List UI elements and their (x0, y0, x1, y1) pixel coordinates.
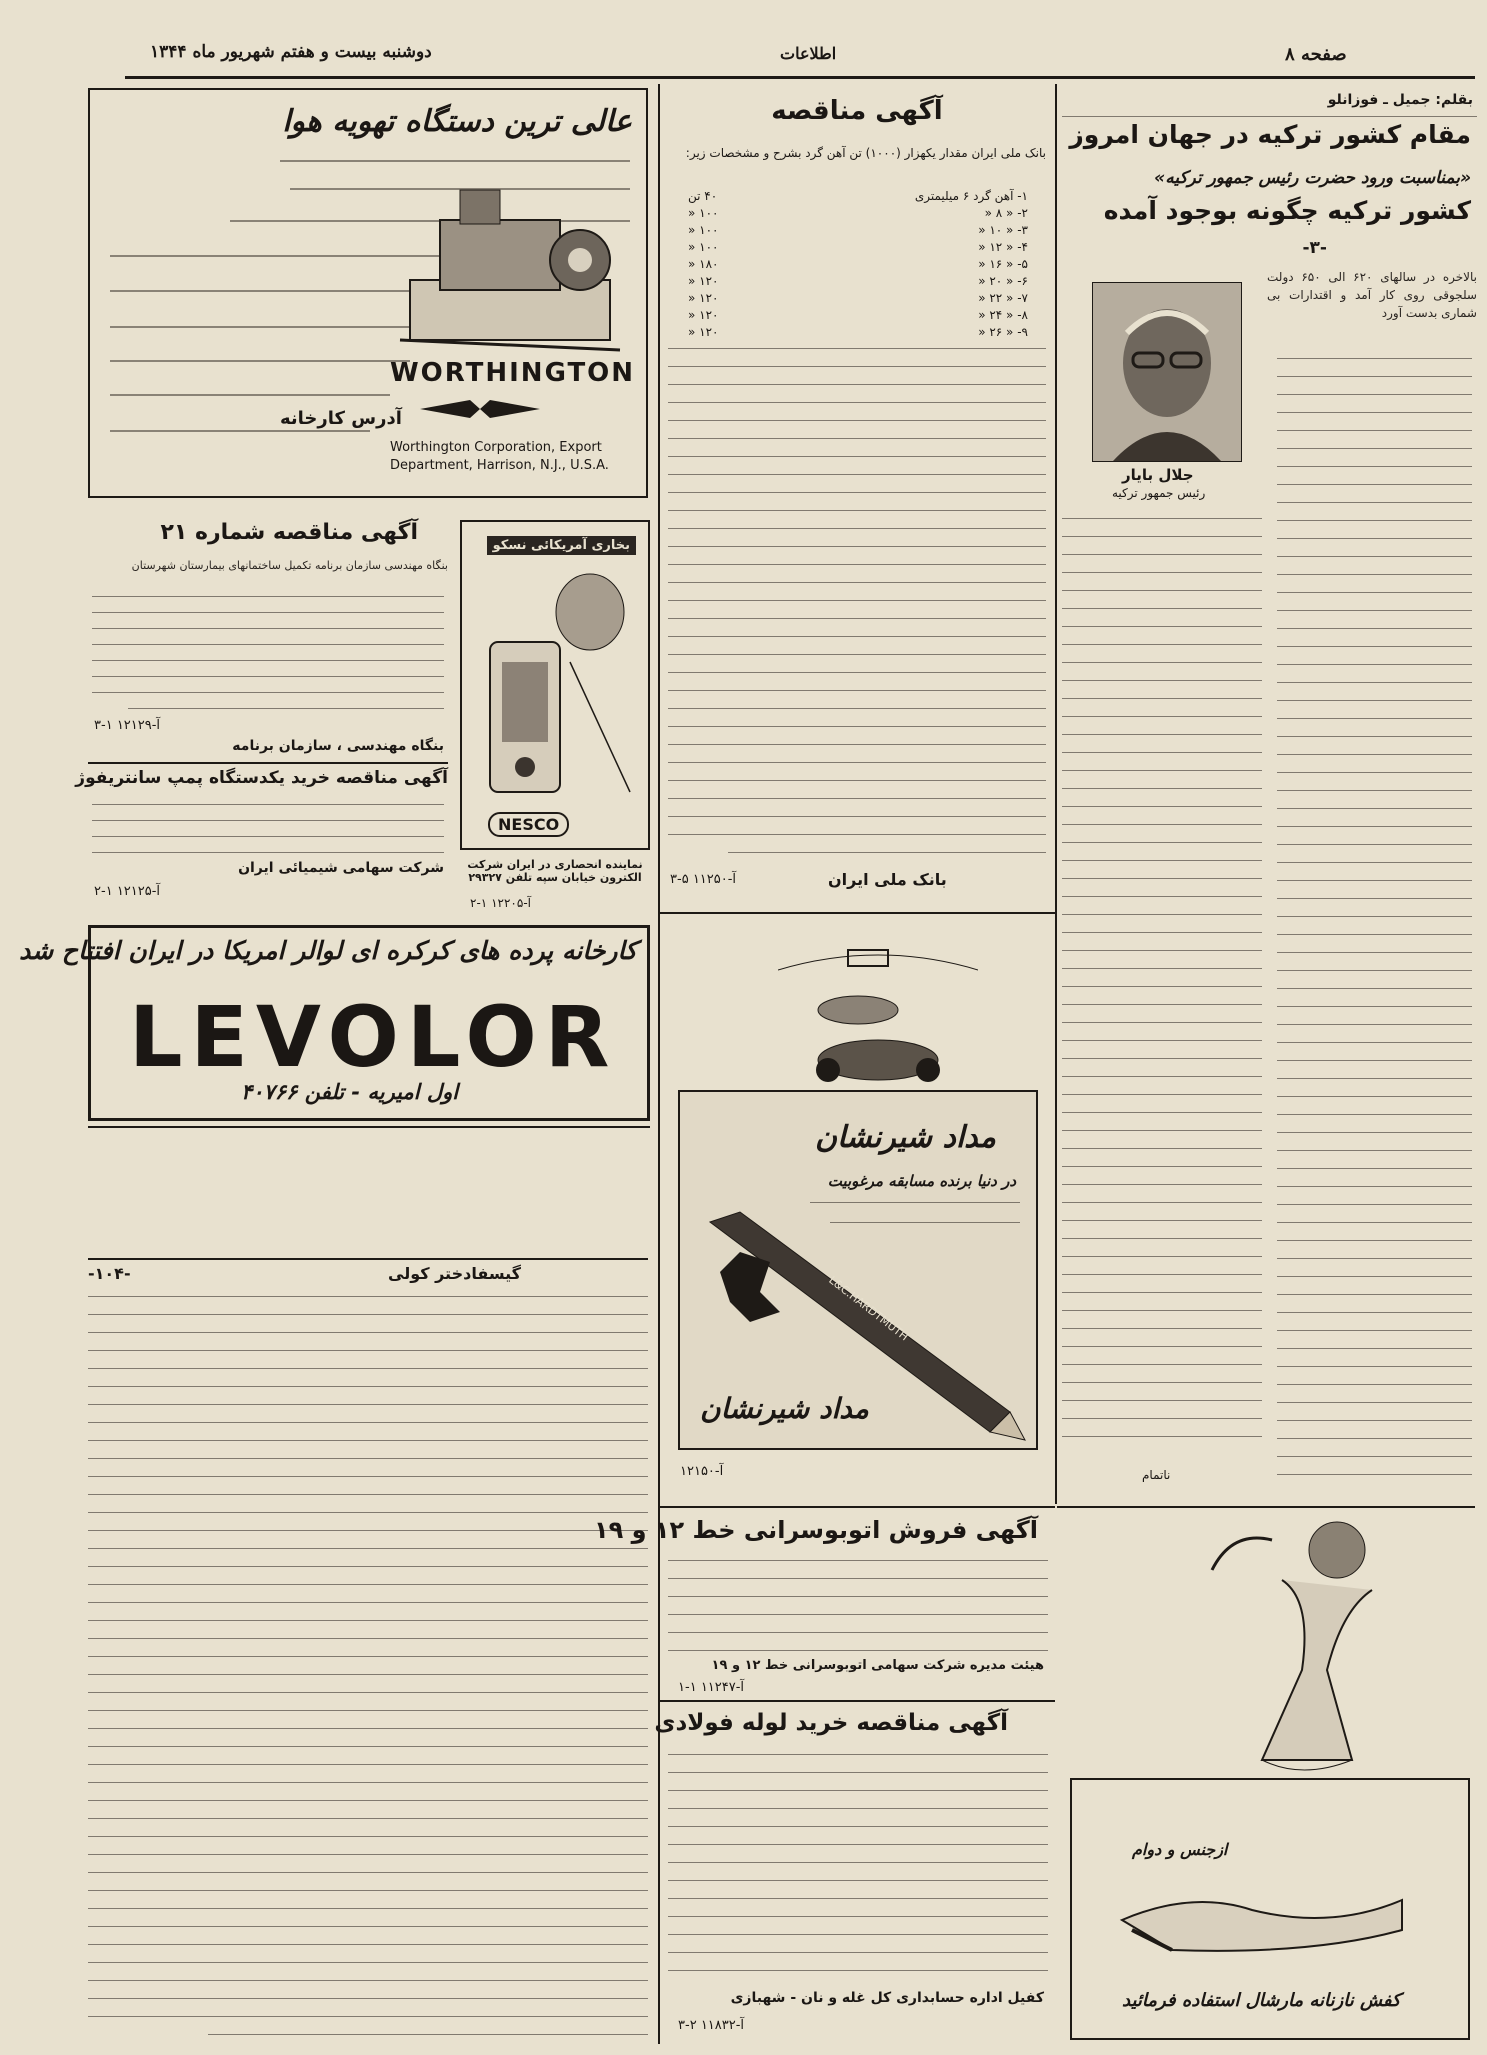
dancer-illustration (1152, 1510, 1402, 1810)
bus-sale-sign: هیئت مدیره شرکت سهامی اتوبوسرانی خط ۱۲ و ۱۹ (711, 1658, 1044, 1673)
nesco-label: بخاری آمریکائی نسکو (487, 536, 636, 555)
worthington-headline: عالی ترین دستگاه تهویه هوا (282, 104, 632, 139)
tender-bank-row (688, 239, 1028, 256)
tender-bank-row-amount: ۱۰۰ « (688, 240, 719, 254)
tender-bank-row-item: ۱- آهن گرد ۶ میلیمتری (914, 189, 1028, 203)
serial-title: گیسفادختر کولی (388, 1264, 521, 1283)
tender-bank-row (688, 188, 1028, 205)
bayar-photo (1092, 282, 1242, 462)
tender-bank-row (688, 290, 1028, 307)
masthead-paper-name: اطلاعات (780, 44, 837, 63)
tender-bank-row-item: ۹- « ۲۶ « (978, 325, 1028, 339)
article-title-1: مقام کشور ترکیه در جهان امروز (1069, 120, 1471, 149)
shoe-ad-bottom: کفش نازنانه مارشال استفاده فرمائید (1122, 1990, 1401, 2011)
tender-bank (668, 88, 1046, 908)
photo-caption-name: جلال بایار (1122, 466, 1194, 484)
tender-bank-row-item: ۷- « ۲۲ « (978, 291, 1028, 305)
article-part: -۳- (1302, 238, 1327, 258)
tender-bank-table (688, 188, 1028, 341)
tender-bank-row (688, 307, 1028, 324)
worthington-address-fa: آدرس کارخانه (280, 408, 402, 429)
tender-21-title: آگهی مناقصه شماره ۲۱ (160, 520, 418, 545)
heater-illustration (470, 572, 640, 822)
article-lead: بالاخره در سالهای ۶۲۰ الی ۶۵۰ دولت سلجوقی روی کار آمد و اقتدارات بی شماری بدست آورد (1267, 270, 1477, 320)
tender-bank-row-amount: ۱۸۰ « (688, 257, 719, 271)
pipe-tender-code: آ-۱۱۸۳۲ ۲-۳ (678, 2018, 745, 2033)
pencil-ad (668, 920, 1048, 1460)
pipe-tender (654, 1706, 1048, 2046)
pencil-code: آ-۱۲۱۵۰ (680, 1464, 724, 1479)
tender-bank-row (688, 256, 1028, 273)
serial-part: -۱۰۴- (88, 1264, 131, 1283)
winged-logo-icon (420, 396, 540, 422)
column-rule-2 (1055, 84, 1057, 1504)
tender-bank-row (688, 324, 1028, 341)
tender-pumps-title: آگهی مناقصه خرید یکدستگاه پمپ سانتریفوژ (75, 768, 448, 788)
tender-bank-row-item: ۶- « ۲۰ « (978, 274, 1028, 288)
tender-bank-code: آ-۱۱۲۵۰ ۵-۳ (670, 872, 737, 887)
shoe-ad-frame (1070, 1778, 1470, 2040)
portrait-illustration (1093, 283, 1241, 461)
shoe-ad-top: ازجنس و دوام (1132, 1840, 1228, 1859)
tender-bank-row-item: ۵- « ۱۶ « (978, 257, 1028, 271)
shoe-ad (1062, 1510, 1477, 2045)
serial-story (88, 1258, 648, 2048)
race-car-illustration (778, 930, 978, 1090)
photo-caption-role: رئیس جمهور ترکیه (1112, 486, 1206, 500)
pencil-text: L&C.HARDTMUTH (826, 1273, 911, 1344)
pencil-brand-bottom: مداد شیرنشان (700, 1392, 869, 1425)
levolor-brand: LEVOLOR (129, 988, 618, 1086)
tender-bank-row-amount: ۱۲۰ « (688, 291, 719, 305)
levolor-headline: کارخانه پرده های کرکره ای لوالر امریکا در ایران افتتاح شد (19, 936, 637, 965)
pipe-tender-title: آگهی مناقصه خرید لوله فولادی (654, 1710, 1008, 1736)
pencil-slogan: در دنیا برنده مسابقه مرغوبیت (827, 1172, 1016, 1190)
masthead-page: صفحه ۸ (1285, 44, 1347, 65)
article-byline: بقلم: جمیل ـ فوزانلو (1327, 92, 1473, 108)
tender-bank-row (688, 222, 1028, 239)
levolor-ad (19, 925, 650, 1121)
bus-sale-code: آ-۱۱۲۴۷ ۱-۱ (678, 1680, 745, 1695)
pencil-ad-banner (678, 1090, 1038, 1450)
tender-bank-row (688, 205, 1028, 222)
worthington-address-line1: Worthington Corporation, Export (390, 440, 602, 455)
tender-bank-row-amount: ۴۰ تن (688, 189, 718, 203)
bus-sale-title: آگهی فروش اتوبوسرانی خط ۱۲ و ۱۹ (593, 1516, 1038, 1544)
article-title-2: کشور ترکیه چگونه بوجود آمده (1103, 196, 1471, 225)
tender-pumps-sign: شرکت سهامی شیمیائی ایران (238, 860, 444, 876)
bus-sale (593, 1510, 1048, 1700)
tender-bank-row-amount: ۱۲۰ « (688, 274, 719, 288)
tender-bank-row-amount: ۱۰۰ « (688, 223, 719, 237)
pencil-brand-top: مداد شیرنشان (815, 1120, 996, 1155)
tender-bank-intro: بانک ملی ایران مقدار یکهزار (۱۰۰۰) تن آهن گرد بشرح و مشخصات زیر: (685, 146, 1046, 160)
tender-bank-row-amount: ۱۲۰ « (688, 308, 719, 322)
tender-pumps (75, 762, 448, 912)
tender-bank-row (688, 273, 1028, 290)
nesco-code: آ-۱۲۲۰۵ ۱-۲ (470, 896, 531, 910)
turkey-article (1062, 88, 1477, 1508)
pipe-tender-sign: کفیل اداره حسابداری کل غله و نان - شهبازی (730, 1990, 1044, 2006)
column-rule-1 (658, 84, 660, 2044)
tender-pumps-code: آ-۱۲۱۲۵ ۱-۲ (94, 884, 161, 899)
tender-21 (88, 508, 448, 758)
masthead-date: دوشنبه بیست و هفتم شهریور ماه ۱۳۴۴ (150, 42, 432, 62)
tender-bank-row-item: ۸- « ۲۴ « (978, 308, 1028, 322)
worthington-address-line2: Department, Harrison, N.J., U.S.A. (390, 458, 609, 473)
shoe-icon (1112, 1850, 1412, 1960)
nesco-brand: NESCO (488, 812, 569, 837)
tender-bank-row-amount: ۱۲۰ « (688, 325, 719, 339)
tender-bank-row-item: ۳- « ۱۰ « (978, 223, 1028, 237)
masthead-rule (125, 76, 1475, 79)
nesco-footer: نماینده انحصاری در ایران شرکت الکترون خیابان سپه تلفن ۲۹۳۲۷ (467, 858, 643, 884)
tender-bank-row-amount: ۱۰۰ « (688, 206, 719, 220)
tender-bank-row-item: ۲- « ۸ « (984, 206, 1028, 220)
worthington-ad (88, 88, 648, 498)
tender-bank-title: آگهی مناقصه (771, 96, 943, 126)
tender-21-line1: بنگاه مهندسی سازمان برنامه تکمیل ساختمانهای بیمارستان شهرستان (131, 559, 448, 572)
tender-bank-sign: بانک ملی ایران (828, 870, 947, 889)
article-closing: ناتمام (1142, 1468, 1171, 1482)
worthington-brand: WORTHINGTON (390, 358, 636, 388)
nesco-ad (460, 520, 650, 850)
tender-21-sign: بنگاه مهندسی ، سازمان برنامه (232, 738, 444, 754)
levolor-footer: اول امیریه - تلفن ۴۰۷۶۶ (241, 1080, 459, 1104)
tender-bank-row-item: ۴- « ۱۲ « (978, 240, 1028, 254)
tender-21-code: آ-۱۲۱۲۹ ۱-۳ (94, 718, 161, 733)
compressor-illustration (390, 160, 630, 360)
article-subtitle: «بمناسبت ورود حضرت رئیس جمهور ترکیه» (1154, 168, 1471, 188)
